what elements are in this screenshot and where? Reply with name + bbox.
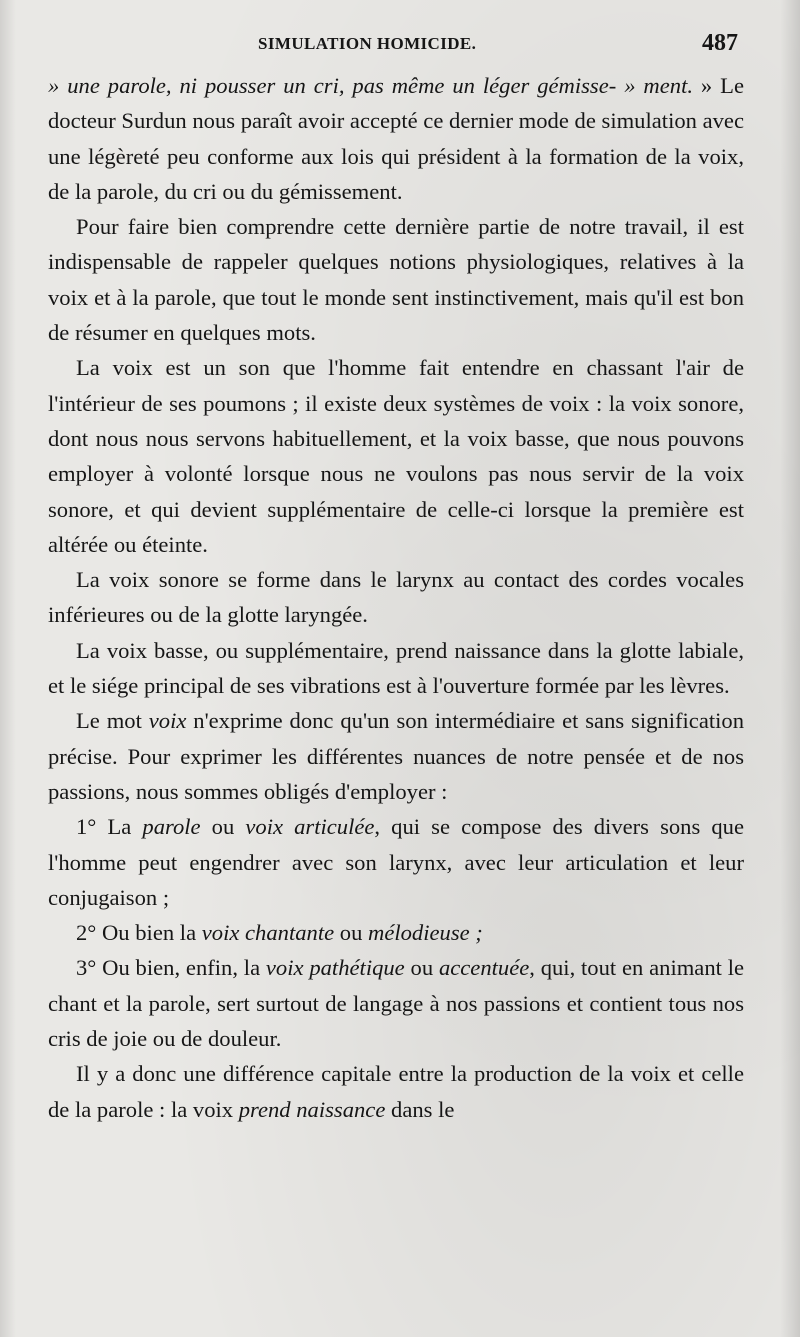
text-segment: 1° La xyxy=(76,814,143,840)
page-number: 487 xyxy=(702,30,738,56)
paragraph xyxy=(48,633,744,704)
paragraph xyxy=(48,1056,744,1127)
text-segment: 3° Ou bien, enfin, la xyxy=(76,955,266,981)
paragraph xyxy=(48,350,744,562)
italic-text: accentuée xyxy=(438,955,530,981)
text-segment: 2° Ou bien la xyxy=(76,920,202,946)
paragraph xyxy=(48,209,744,350)
text-segment: La voix basse, ou supplémentaire, prend naissance dans la glotte labiale, et le siége principal de ses vibrations est à l'ouverture formée par les lèvres. xyxy=(48,637,744,699)
italic-text: parole xyxy=(142,814,201,840)
running-title: SIMULATION HOMICIDE. xyxy=(258,34,477,53)
text-segment: Il y a donc une différence capitale entre la production de la voix et celle de la parole : la voix xyxy=(48,1061,744,1122)
italic-text: voix pathétique xyxy=(265,955,405,981)
text-segment: , qui, tout en animant le chant et la parole, sert surtout de langage à nos passions et contient tous nos cris de joie ou de douleur. xyxy=(48,955,745,1052)
running-head xyxy=(0,30,800,60)
paragraph xyxy=(48,950,744,1056)
italic-text: voix chantante xyxy=(201,920,335,946)
text-segment: ou xyxy=(334,920,369,946)
text-segment: La voix est un son que l'homme fait entendre en chassant l'air de l'intérieur de ses poumons ; il existe deux systèmes de voix : la voix sonore, dont nous nous servons habituellement, et la voix basse, que nous pouvons employer à volonté lorsque nous ne voulons pas nous servir de la voix sonore, et qui devient supplémentaire de celle-ci lorsque la première est altérée ou éteinte. xyxy=(48,355,744,557)
italic-text: » une parole, ni pousser un cri, pas même un léger gémisse- » ment. xyxy=(48,73,693,98)
paragraph xyxy=(48,915,744,950)
text-segment: , qui se compose des divers sons que l'homme peut engendrer avec son larynx, avec leur articulation et leur conjugaison ; xyxy=(48,814,744,910)
italic-text: voix xyxy=(148,708,187,734)
text-segment: ou xyxy=(200,814,246,840)
text-segment: La voix sonore se forme dans le larynx au contact des cordes vocales inférieures ou de la glotte laryngée. xyxy=(48,567,744,628)
text-segment: Pour faire bien comprendre cette dernière partie de notre travail, il est indispensable de rappeler quelques notions physiologiques, relatives à la voix et à la parole, que tout le monde sent instinctivement, mais qu'il est bon de résumer en quelques mots. xyxy=(48,214,744,346)
paragraph xyxy=(48,809,744,915)
text-segment: dans le xyxy=(385,1096,455,1122)
italic-text: prend naissance xyxy=(238,1096,386,1122)
italic-text: voix articulée xyxy=(245,814,375,840)
paragraph xyxy=(48,68,744,209)
text-segment: » Le docteur Surdun nous paraît avoir accepté ce dernier mode de simulation avec une légèreté peu conforme aux lois qui président à la formation de la voix, de la parole, du cri ou du gémissement. xyxy=(48,73,744,204)
paragraph xyxy=(48,562,744,633)
text-segment: Le mot xyxy=(76,708,149,734)
text-segment: n'exprime donc qu'un son intermédiaire et sans signification précise. Pour exprimer les différentes nuances de notre pensée et de nos passions, nous sommes obligés d'employer : xyxy=(48,708,744,804)
text-segment: ou xyxy=(404,955,439,981)
paragraph xyxy=(48,703,744,809)
body-text xyxy=(48,68,744,1127)
italic-text: mélodieuse ; xyxy=(368,920,483,946)
